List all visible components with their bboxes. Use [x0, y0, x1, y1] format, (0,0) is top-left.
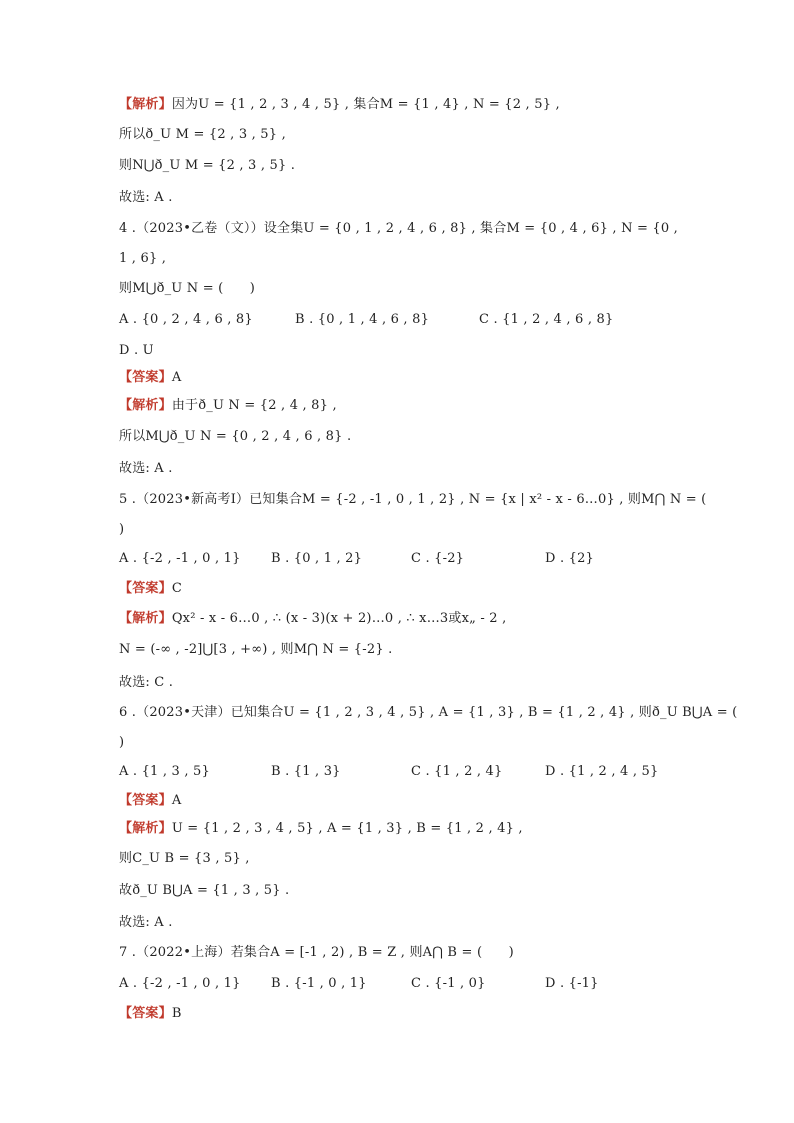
solution-line: 【解析】由于ð_U N = {2 , 4 , 8} , — [119, 398, 337, 413]
option-c: C . {-2} — [411, 551, 465, 566]
solution-line: 故选: C . — [119, 675, 174, 690]
answer-line: 【答案】C — [119, 581, 182, 596]
solution-line: 故ð_U B⋃A = {1 , 3 , 5} . — [119, 883, 290, 898]
option-d: D . {-1} — [545, 976, 599, 991]
answer-line: 【答案】A — [119, 370, 182, 385]
solution-line: 则C_U B = {3 , 5} , — [119, 851, 250, 866]
solution-line: 故选: A . — [119, 190, 173, 205]
question-5: 5 .（2023•新高考Ⅰ）已知集合M = {-2 , -1 , 0 , 1 , 2} , N = {x | x² - x - 6…0} , 则M⋂ N = ( — [119, 492, 707, 507]
option-c: C . {1 , 2 , 4 , 6 , 8} — [479, 312, 614, 327]
option-b: B . {-1 , 0 , 1} — [271, 976, 367, 991]
question-6-cont: ) — [119, 735, 125, 750]
answer-tag: 【答案】 — [119, 581, 172, 596]
option-c: C . {1 , 2 , 4} — [411, 764, 503, 779]
question-5-cont: ) — [119, 522, 125, 537]
question-6: 6 .（2023•天津）已知集合U = {1 , 2 , 3 , 4 , 5} , A = {1 , 3} , B = {1 , 2 , 4} , 则ð_U B⋃A = ( — [119, 705, 738, 720]
option-d: D . {1 , 2 , 4 , 5} — [545, 764, 659, 779]
option-c: C . {-1 , 0} — [411, 976, 486, 991]
solution-tag: 【解析】 — [119, 611, 172, 626]
question-7: 7 .（2022•上海）若集合A = [-1 , 2) , B = Z , 则A⋂ B = ( ) — [119, 945, 514, 960]
question-4-cont: 1 , 6} , — [119, 251, 167, 266]
solution-line: 所以ð_U M = {2 , 3 , 5} , — [119, 127, 286, 142]
question-7-options — [119, 975, 599, 993]
option-a: A . {-2 , -1 , 0 , 1} — [119, 976, 241, 991]
solution-tag: 【解析】 — [119, 97, 172, 112]
question-5-options — [119, 550, 594, 568]
option-a: A . {1 , 3 , 5} — [119, 764, 210, 779]
answer-tag: 【答案】 — [119, 793, 172, 808]
solution-line: N = (-∞ , -2]⋃[3 , +∞) , 则M⋂ N = {-2} . — [119, 642, 393, 657]
solution-line: 故选: A . — [119, 461, 173, 476]
solution-tag: 【解析】 — [119, 821, 172, 836]
answer-tag: 【答案】 — [119, 1006, 172, 1021]
answer-tag: 【答案】 — [119, 370, 172, 385]
solution-line: 【解析】Qx² - x - 6…0 , ∴ (x - 3)(x + 2)…0 , ∴ x…3或x„ - 2 , — [119, 611, 507, 626]
option-a: A . {-2 , -1 , 0 , 1} — [119, 551, 241, 566]
solution-line: 则N⋃ð_U M = {2 , 3 , 5} . — [119, 158, 296, 173]
solution-line: 【解析】U = {1 , 2 , 3 , 4 , 5} , A = {1 , 3} , B = {1 , 2 , 4} , — [119, 821, 523, 836]
answer-line: 【答案】B — [119, 1006, 182, 1021]
solution-line: 【解析】因为U = {1 , 2 , 3 , 4 , 5} , 集合M = {1 , 4} , N = {2 , 5} , — [119, 97, 560, 112]
question-4: 4 .（2023•乙卷（文））设全集U = {0 , 1 , 2 , 4 , 6 , 8} , 集合M = {0 , 4 , 6} , N = {0 , — [119, 221, 679, 236]
option-d: D . U — [119, 343, 154, 358]
option-b: B . {0 , 1 , 4 , 6 , 8} — [295, 312, 430, 327]
option-b: B . {0 , 1 , 2} — [271, 551, 363, 566]
question-6-options — [119, 763, 658, 781]
question-4-cont: 则M⋃ð_U N = ( ) — [119, 281, 256, 296]
solution-line: 所以M⋃ð_U N = {0 , 2 , 4 , 6 , 8} . — [119, 429, 352, 444]
option-a: A . {0 , 2 , 4 , 6 , 8} — [119, 312, 253, 327]
solution-tag: 【解析】 — [119, 398, 172, 413]
option-d: D . {2} — [545, 551, 595, 566]
option-b: B . {1 , 3} — [271, 764, 341, 779]
question-4-options — [119, 311, 613, 329]
answer-line: 【答案】A — [119, 793, 182, 808]
solution-line: 故选: A . — [119, 915, 173, 930]
